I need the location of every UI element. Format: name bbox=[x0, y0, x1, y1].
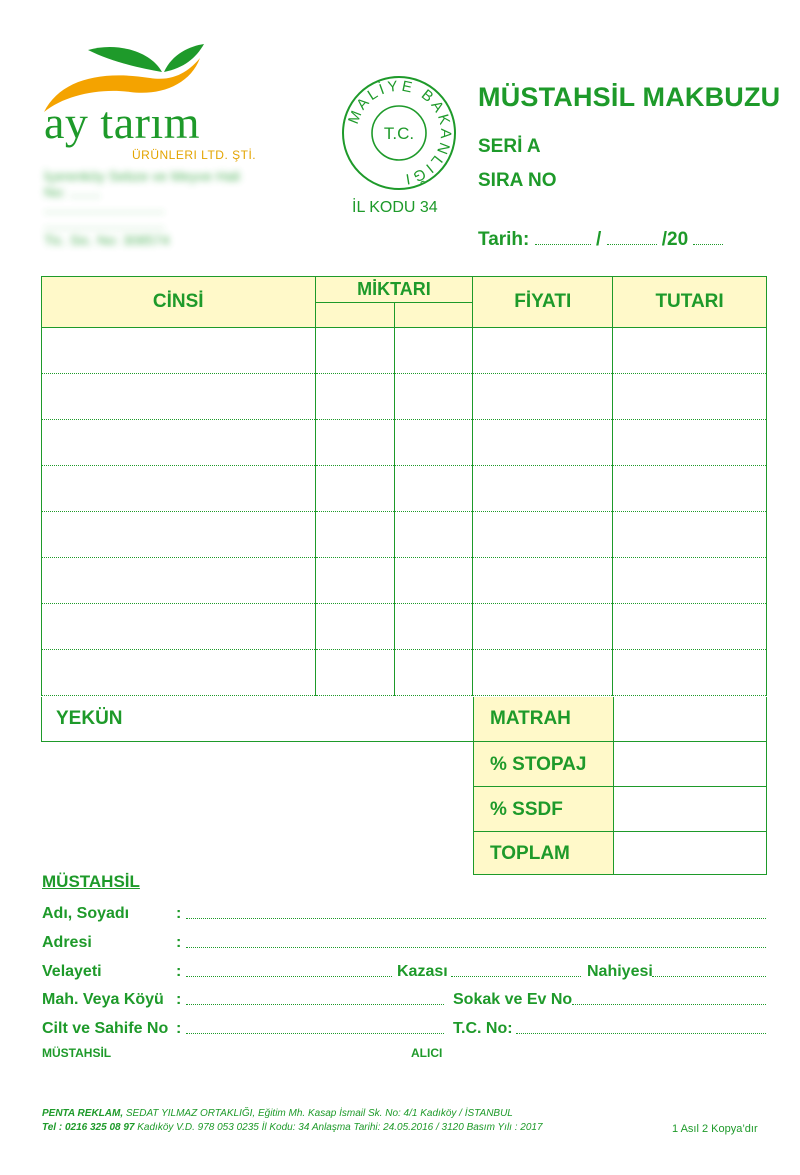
cell-fiyat[interactable] bbox=[473, 604, 613, 650]
tc-field[interactable] bbox=[516, 1033, 766, 1034]
ssdf-label-cell bbox=[473, 786, 614, 832]
yekun-label: YEKÜN bbox=[56, 708, 123, 729]
sokak-label: Sokak ve Ev No bbox=[453, 991, 573, 1008]
cell-tutar[interactable] bbox=[613, 466, 767, 512]
date-sep: / bbox=[595, 229, 602, 250]
printer-name: PENTA REKLAM, bbox=[42, 1108, 124, 1119]
cell-cinsi[interactable] bbox=[42, 650, 316, 696]
printer-contact bbox=[42, 1122, 543, 1133]
stopaj-label: % STOPAJ bbox=[490, 754, 587, 775]
cilt-field[interactable] bbox=[186, 1033, 444, 1034]
company-address bbox=[44, 168, 284, 248]
toplam-label-cell bbox=[473, 831, 614, 875]
cell-miktar-1[interactable] bbox=[315, 466, 395, 512]
ministry-seal bbox=[340, 74, 458, 192]
seal-ring-text: MALİYE BAKANLIĞI bbox=[344, 77, 455, 188]
sokak-field[interactable] bbox=[572, 1004, 766, 1005]
cell-fiyat[interactable] bbox=[473, 558, 613, 604]
col-tutari: TUTARI bbox=[613, 277, 767, 328]
colon: : bbox=[176, 934, 182, 951]
address-line: Tic. Sic. No: 308574 bbox=[44, 232, 170, 248]
cell-miktar-2[interactable] bbox=[395, 650, 473, 696]
cell-miktar-1[interactable] bbox=[315, 512, 395, 558]
printer-info bbox=[42, 1108, 513, 1119]
table-row bbox=[42, 558, 767, 604]
cell-fiyat[interactable] bbox=[473, 374, 613, 420]
cell-tutar[interactable] bbox=[613, 328, 767, 374]
date-day-blank[interactable] bbox=[535, 230, 591, 245]
cell-miktar-1[interactable] bbox=[315, 420, 395, 466]
address-line: ............................... bbox=[44, 200, 165, 216]
cell-miktar-2[interactable] bbox=[395, 374, 473, 420]
adres-label: Adresi bbox=[42, 934, 92, 951]
table-row bbox=[42, 420, 767, 466]
sira-no-label: SIRA NO bbox=[478, 170, 557, 191]
cell-miktar-2[interactable] bbox=[395, 466, 473, 512]
company-logo-name: ay tarım bbox=[44, 97, 200, 148]
matrah-value[interactable] bbox=[613, 697, 767, 742]
colon: : bbox=[176, 963, 182, 980]
cell-miktar-2[interactable] bbox=[395, 512, 473, 558]
nahiyesi-field[interactable] bbox=[652, 976, 766, 977]
table-row bbox=[42, 466, 767, 512]
cell-tutar[interactable] bbox=[613, 604, 767, 650]
ssdf-value[interactable] bbox=[613, 786, 767, 832]
velayeti-label: Velayeti bbox=[42, 963, 102, 980]
date-field bbox=[478, 229, 723, 251]
cell-cinsi[interactable] bbox=[42, 604, 316, 650]
stopaj-value[interactable] bbox=[613, 741, 767, 787]
printer-tax-info: Kadıköy V.D. 978 053 0235 İl Kodu: 34 Anlaşma Tarihi: 24.05.2016 / 3120 Basım Yılı : 2017 bbox=[137, 1122, 543, 1133]
toplam-value[interactable] bbox=[613, 831, 767, 875]
toplam-label: TOPLAM bbox=[490, 843, 570, 864]
ad-label: Adı, Soyadı bbox=[42, 905, 130, 922]
cell-miktar-1[interactable] bbox=[315, 558, 395, 604]
cell-miktar-1[interactable] bbox=[315, 374, 395, 420]
address-line: İçerenköy Sebze ve Meyve Hali bbox=[44, 168, 241, 184]
tc-label: T.C. No: bbox=[453, 1020, 513, 1037]
printer-address: SEDAT YILMAZ ORTAKLIĞI, Eğitim Mh. Kasap İsmail Sk. No: 4/1 Kadıköy / İSTANBUL bbox=[125, 1108, 513, 1119]
il-kodu: İL KODU 34 bbox=[352, 199, 438, 216]
colon: : bbox=[176, 905, 182, 922]
table-row bbox=[42, 604, 767, 650]
cilt-label: Cilt ve Sahife No bbox=[42, 1020, 169, 1037]
velayeti-field[interactable] bbox=[186, 976, 392, 977]
cell-cinsi[interactable] bbox=[42, 512, 316, 558]
date-label: Tarih: bbox=[478, 229, 530, 250]
ssdf-label: % SSDF bbox=[490, 799, 563, 820]
cell-cinsi[interactable] bbox=[42, 558, 316, 604]
table-row bbox=[42, 650, 767, 696]
yekun-cell[interactable] bbox=[41, 697, 474, 742]
cell-miktar-1[interactable] bbox=[315, 650, 395, 696]
address-line: ............................... bbox=[44, 216, 165, 232]
mah-label: Mah. Veya Köyü bbox=[42, 991, 164, 1008]
date-year-prefix: /20 bbox=[661, 229, 689, 250]
nahiyesi-label: Nahiyesi bbox=[587, 963, 653, 980]
cell-cinsi[interactable] bbox=[42, 328, 316, 374]
date-month-blank[interactable] bbox=[607, 230, 657, 245]
seri-label: SERİ A bbox=[478, 136, 541, 157]
cell-cinsi[interactable] bbox=[42, 374, 316, 420]
cell-cinsi[interactable] bbox=[42, 420, 316, 466]
colon: : bbox=[176, 991, 182, 1008]
cell-fiyat[interactable] bbox=[473, 650, 613, 696]
adres-field[interactable] bbox=[186, 947, 766, 948]
table-row bbox=[42, 374, 767, 420]
col-miktari: MİKTARI bbox=[315, 277, 473, 303]
cell-cinsi[interactable] bbox=[42, 466, 316, 512]
items-table bbox=[41, 276, 767, 696]
kazasi-field[interactable] bbox=[451, 976, 581, 977]
colon: : bbox=[176, 1020, 182, 1037]
seal-center-text: T.C. bbox=[383, 124, 415, 143]
cell-fiyat[interactable] bbox=[473, 420, 613, 466]
cell-tutar[interactable] bbox=[613, 558, 767, 604]
signature-alici: ALICI bbox=[411, 1046, 443, 1060]
matrah-label-cell bbox=[473, 697, 614, 742]
address-line: No: ........ bbox=[44, 184, 101, 200]
company-subtitle: ÜRÜNLERI LTD. ŞTİ. bbox=[132, 148, 257, 162]
table-row bbox=[42, 328, 767, 374]
table-row bbox=[42, 512, 767, 558]
cell-miktar-1[interactable] bbox=[315, 328, 395, 374]
cell-tutar[interactable] bbox=[613, 512, 767, 558]
col-fiyati: FİYATI bbox=[473, 277, 613, 328]
date-year-blank[interactable] bbox=[693, 230, 723, 245]
cell-fiyat[interactable] bbox=[473, 328, 613, 374]
copy-count: 1 Asıl 2 Kopya’dır bbox=[672, 1123, 758, 1135]
cell-miktar-2[interactable] bbox=[395, 558, 473, 604]
signature-mustahsil: MÜSTAHSİL bbox=[42, 1046, 112, 1060]
cell-miktar-2[interactable] bbox=[395, 420, 473, 466]
cell-miktar-2[interactable] bbox=[395, 604, 473, 650]
ad-field[interactable] bbox=[186, 918, 766, 919]
col-cinsi: CİNSİ bbox=[42, 277, 316, 328]
cell-tutar[interactable] bbox=[613, 420, 767, 466]
cell-tutar[interactable] bbox=[613, 374, 767, 420]
cell-fiyat[interactable] bbox=[473, 512, 613, 558]
mustahsil-section-title: MÜSTAHSİL bbox=[42, 872, 140, 891]
col-miktari-sub-1 bbox=[315, 303, 395, 328]
kazasi-label: Kazası bbox=[397, 963, 448, 980]
stopaj-label-cell bbox=[473, 741, 614, 787]
cell-fiyat[interactable] bbox=[473, 466, 613, 512]
cell-miktar-1[interactable] bbox=[315, 604, 395, 650]
printer-phone: Tel : 0216 325 08 97 bbox=[42, 1122, 135, 1133]
matrah-label: MATRAH bbox=[490, 708, 571, 729]
document-title: MÜSTAHSİL MAKBUZU bbox=[478, 82, 781, 112]
cell-miktar-2[interactable] bbox=[395, 328, 473, 374]
col-miktari-sub-2 bbox=[395, 303, 473, 328]
mah-field[interactable] bbox=[186, 1004, 444, 1005]
cell-tutar[interactable] bbox=[613, 650, 767, 696]
